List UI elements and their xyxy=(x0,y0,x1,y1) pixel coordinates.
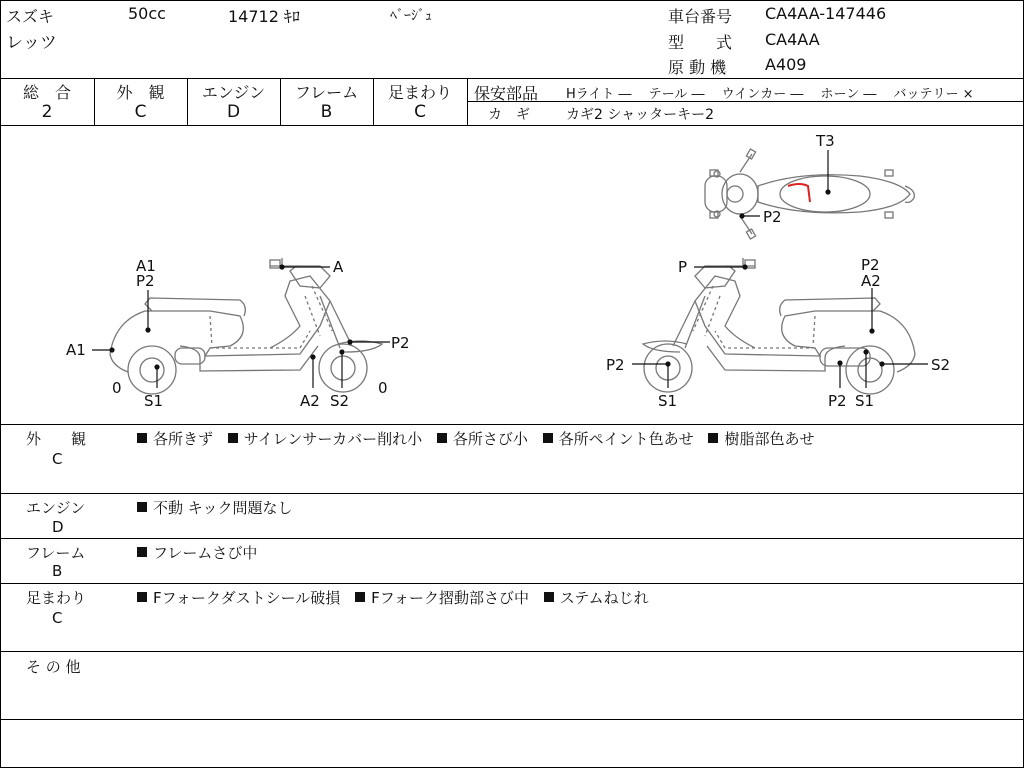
color: ﾍﾞｰｼﾞｭ xyxy=(390,8,432,24)
safety-label: 保安部品 xyxy=(474,84,539,103)
displacement: 50cc xyxy=(128,4,166,23)
divider xyxy=(0,651,1024,652)
grade-total-value: 2 xyxy=(41,102,53,122)
maker: スズキ xyxy=(6,7,55,26)
divider xyxy=(0,719,1024,720)
note-frame-label: フレーム xyxy=(26,544,86,562)
note-item: Fフォーク摺動部さび中 xyxy=(355,589,529,607)
label-p2-left: P2 xyxy=(606,356,625,374)
grade-engine-label: エンジン xyxy=(201,83,266,102)
note-item: フレームさび中 xyxy=(137,544,257,562)
note-item: 各所ペイント色あせ xyxy=(543,430,694,448)
model-name: レッツ xyxy=(6,33,57,53)
grade-suspension-label: 足まわり xyxy=(387,83,452,102)
grade-engine-value: D xyxy=(226,102,241,122)
note-suspension-label: 足まわり xyxy=(26,589,87,607)
note-engine-items xyxy=(137,497,302,518)
note-exterior-grade: C xyxy=(52,450,63,468)
label-a1-top: A1 xyxy=(136,257,156,275)
note-engine-label: エンジン xyxy=(26,499,86,517)
note-item: サイレンサーカバー削れ小 xyxy=(228,430,422,448)
label-top-p2: P2 xyxy=(763,208,782,226)
label-a: A xyxy=(333,258,344,276)
chassis-label: 車台番号 xyxy=(668,7,733,26)
key-value: カギ2 シャッターキー2 xyxy=(566,107,714,123)
note-suspension-items xyxy=(137,587,659,608)
note-frame-grade: B xyxy=(52,562,63,580)
label-p2-bottom: P2 xyxy=(828,392,847,410)
mileage: 14712 ｷﾛ xyxy=(228,7,300,26)
divider xyxy=(0,78,1024,79)
grade-exterior-value: C xyxy=(134,102,147,122)
note-suspension-grade: C xyxy=(52,609,63,627)
note-item: 各所きず xyxy=(137,430,213,448)
note-other-label: そ の 他 xyxy=(26,658,81,676)
divider xyxy=(0,493,1024,494)
type-value: CA4AA xyxy=(765,30,820,49)
note-item: 樹脂部色あせ xyxy=(708,430,814,448)
chassis-value: CA4AA-147446 xyxy=(765,4,887,23)
note-item: Fフォークダストシール破損 xyxy=(137,589,340,607)
label-p2-top: P2 xyxy=(136,272,155,290)
label-t3: T3 xyxy=(816,132,835,150)
label-p-top: P xyxy=(678,258,688,276)
label-s1-bottom: S1 xyxy=(855,392,875,410)
divider xyxy=(0,424,1024,425)
label-a2-top-right: A2 xyxy=(861,272,881,290)
label-s2: S2 xyxy=(330,392,350,410)
key-label: カ ギ xyxy=(488,107,530,123)
grade-suspension-value: C xyxy=(414,102,426,122)
note-frame-items xyxy=(137,542,267,563)
grade-frame-label: フレーム xyxy=(294,83,359,102)
grade-exterior-label: 外 観 xyxy=(116,83,165,102)
grade-frame-value: B xyxy=(320,102,333,122)
label-s2-right: S2 xyxy=(931,356,951,374)
divider xyxy=(0,538,1024,539)
divider xyxy=(467,78,468,125)
label-a1-front: A1 xyxy=(66,341,86,359)
label-zero-right: 0 xyxy=(378,379,388,397)
label-p2-top-right: P2 xyxy=(861,256,880,274)
note-item: ステムねじれ xyxy=(544,589,649,607)
engine-value: A409 xyxy=(765,55,807,74)
label-a2: A2 xyxy=(300,392,320,410)
engine-label: 原 動 機 xyxy=(668,58,727,77)
label-p2-right: P2 xyxy=(391,334,410,352)
damage-mark xyxy=(788,184,810,202)
label-zero-left: 0 xyxy=(112,379,122,397)
safety-items: Hライト ― テール ― ウインカー ― ホーン ― バッテリー × xyxy=(566,87,974,102)
damage-diagram xyxy=(0,126,1024,424)
grade-total-label: 総 合 xyxy=(22,83,71,102)
type-label: 型 式 xyxy=(668,33,733,52)
note-exterior-label: 外 観 xyxy=(26,430,87,448)
note-item: 各所さび小 xyxy=(437,430,528,448)
note-engine-grade: D xyxy=(52,518,64,536)
note-item: 不動 キック問題なし xyxy=(137,499,292,517)
divider xyxy=(0,583,1024,584)
note-exterior-items xyxy=(137,428,824,449)
label-s1: S1 xyxy=(144,392,164,410)
label-s1-right: S1 xyxy=(658,392,678,410)
